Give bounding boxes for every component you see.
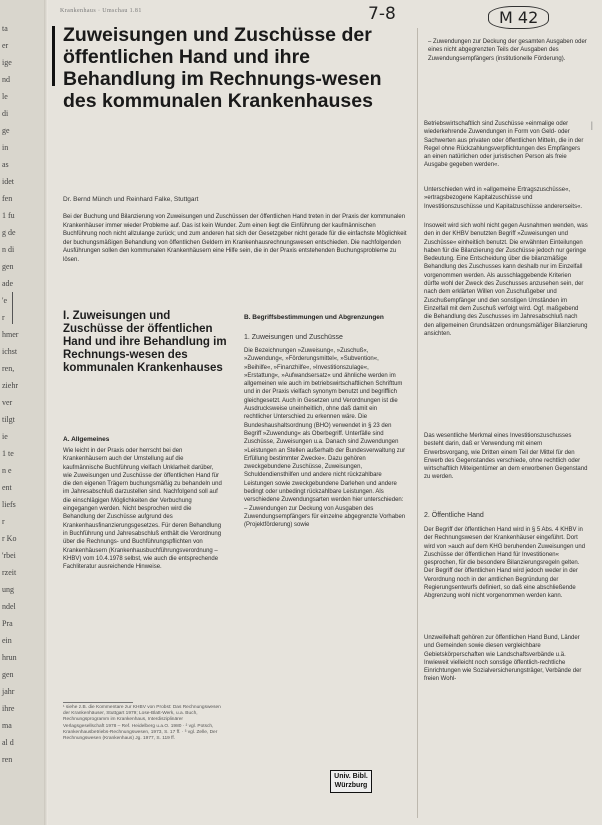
strip-fragment: ige <box>2 58 12 67</box>
strip-fragment: ma <box>2 721 12 730</box>
authors: Dr. Bernd Münch und Reinhard Falke, Stuttgart <box>63 196 199 203</box>
strip-fragment: 'e <box>2 296 7 305</box>
column3-top-text: – Zuwendungen zur Deckung der gesamten Ausgaben oder eines nicht abgegrenzten Teils der Ausgaben des Zuwendungsempfängers (institutionelle Förderung). <box>428 39 587 62</box>
strip-fragment: r <box>2 517 5 526</box>
footnotes: ¹ siehe z.B. die Kommentare zur KHBV von Probst: Das Rechnungswesen der Krankenhäuser, Stuttgart 1979; Lose-Blatt-Werk, u.a. Buch, Rechnungsprogramm im Krankenhaus, Interdisziplinärer Verlagsgesellschaft 1978 – Ref. Heidelberg u.a.O. 1980 · ² vgl. Potsch, Krankenhausbetriebs-Rechnungswesen, 1973, S. 17 ff. · ³ vgl. Zelle, Der Rechnungswesen (Krankenhaus) Jg. 1977, S. 119 ff. <box>63 705 221 742</box>
section-heading: I. Zuweisungen und Zuschüsse der öffentlichen Hand und ihre Behandlung im Rechnungs-wesen des kommunalen Krankenhauses <box>63 310 227 374</box>
strip-fragment: fen <box>2 194 13 203</box>
column3-paragraph-3: Insoweit wird sich wohl nicht gegen Ausnahmen wenden, was den in der KHBV benutzten Begriff »Zuweisungen und Zuschüsse« einheitlich benutzt. Die erwähnten Einteilungen haben für die Bilanzierung der Zuschüsse jedoch nur geringe Bedeutung. Eine Entscheidung über die bilanzmäßige Behandlung des Zuschusses kann deshalb nur im Einzelfall vorgenommen werden. Als ausschlaggebende Kriterien dürfte wohl der Zweck des Zuschusses anzusehen sein, der nach dem erklärten Willen von Zuschußgeber und Zuschußempfänger und den sonstigen Umständen im Einzelfall mit dem Zuschuß verfolgt wird. Ogf. maßgebend die Behandlung des Zuschusses im Jahresabschluß nach den allgemeinen Grundsätzen ordnungsmäßiger Bilanzierung ansichten. <box>424 223 588 337</box>
stamp-line-2: Würzburg <box>334 781 368 789</box>
strip-fragment: idet <box>2 177 14 186</box>
strip-fragment: er <box>2 41 9 50</box>
column3-paragraph-1: Betriebswirtschaftlich sind Zuschüsse »einmalige oder wiederkehrende Zuwendungen in Form von Geld- oder Sachwerten aus privaten oder öffentlichen Mitteln, die in der Regel ohne Rückzahlungsverpflichtungen des Empfängers an einen natürlichen oder juristischen Person als freie Ausgabe gegeben werden«. <box>424 121 584 169</box>
margin-bracket <box>12 292 13 324</box>
strip-fragment: ren <box>2 755 13 764</box>
strip-fragment: ziehr <box>2 381 18 390</box>
column3-paragraph-5: Der Begriff der öffentlichen Hand wird in § 5 Abs. 4 KHBV in der Rechnungswesen der Krankenhäuser eingeführt. Dort wird von »auch auf dem KHG beruhenden Zuweisungen und Zuschüsse der öffentlichen Hand für Investitionen« gesprochen, für die besondere Bilanzierungsregeln gelten. Der Begriff der öffentlichen Hand wird jedoch weder in der Verordnung noch in der amtlichen Begründung der Regierungsentwurfs definiert, so daß eine abschließende Abgrenzung wohl nicht vorgenommen werden kann. <box>424 527 586 600</box>
strip-fragment: ein <box>2 636 12 645</box>
strip-fragment: 'rbei <box>2 551 16 560</box>
subheading-b: B. Begriffsbestimmungen und Abgrenzungen <box>244 314 384 321</box>
strip-fragment: Pra <box>2 619 13 628</box>
strip-fragment: di <box>2 109 9 118</box>
binding-fold <box>44 0 48 825</box>
strip-fragment: hrun <box>2 653 17 662</box>
strip-fragment: ung <box>2 585 14 594</box>
strip-fragment: ta <box>2 24 8 33</box>
strip-fragment: ie <box>2 432 8 441</box>
previous-page-strip <box>0 0 44 825</box>
strip-fragment: jahr <box>2 687 15 696</box>
footnote-rule <box>63 702 133 703</box>
stamp-line-1: Univ. Bibl. <box>334 773 368 780</box>
column3-paragraph-6: Unzweifelhaft gehören zur öffentlichen Hand Bund, Länder und Gemeinden sowie diesen vergleichbare Gebietskörperschaften wie Landschaftsverbände u.ä. Inwieweit vielleicht noch sonstige öffentlich-rechtliche Einrichtungen wie Sozialversicherungsträger, Verbände der freien Wohl- <box>424 635 582 683</box>
title-bar-mark <box>52 26 55 86</box>
column1-text: Wie leicht in der Praxis oder herrscht bei den Krankenhäusern auch der Umstellung auf die kaufmännische Buchführung vielfach Unklarheit darüber, wie Zuweisungen und Zuschüsse der öffentlichen Hand für die den eigenen Trägern buchungsmäßig zu behandeln und im Jahresabschluß darzustellen sind. Nachfolgend soll auf die einschlägigen Möglichkeiten der Verbuchung eingegangen werden. Nicht besprochen wird die Behandlung der Zuschüsse aufgrund des Krankenhausfinanzierungsgesetzes. Für deren Behandlung in Buchführung und Jahresabschluß enthält die Verordnung über die Rechnungs- und Buchführungspflichten von Krankenhäusern (Krankenhausbuchführungsverordnung – KHBV) vom 10.4.1978 selbst, wie auch die entsprechende Fachliteratur ausreichende Hinweise. <box>63 448 222 571</box>
strip-fragment: ver <box>2 398 13 407</box>
strip-fragment: hmer <box>2 330 19 339</box>
library-stamp <box>330 770 372 793</box>
strip-fragment: ndel <box>2 602 16 611</box>
strip-fragment: tilgt <box>2 415 15 424</box>
subheading-a: A. Allgemeines <box>63 436 110 443</box>
strip-fragment: as <box>2 160 9 169</box>
strip-fragment: nd <box>2 75 10 84</box>
column2-text: Die Bezeichnungen »Zuweisung«, »Zuschuß«, »Zuwendung«, »Förderungsmittel«, »Subvention«, »Beihilfe«, »Finanzhilfe«, »Investitionszulage«, »Erstattung«, »Aufwandsersatz« und ähnliche werden im allgemeinen wie auch im betriebswirtschaftlichen Schrifttum und in der Praxis vielfach synonym benutzt und begrifflich gleichgesetzt. Auch in Gesetzen und Verordnungen ist die Ausdrucksweise uneinheitlich, ohne daß damit ein rechtlicher Unterschied zu erkennen wäre. Die Bundeshaushaltsordnung (BHO) verwendet in § 23 den Begriff »Zuwendung« als Oberbegriff. Unterfälle sind Zuschüsse, Zuweisungen u.a. Danach sind Zuwendungen »Leistungen an Stellen außerhalb der Bundesverwaltung zur Erfüllung bestimmter Zwecke«. Dazu gehören zweckgebundene Zuschüsse, Zuweisungen, Schuldendiensthilfen und andere nicht rückzahlbare Leistungen sowie zweckgebundene Darlehen und andere bedingt oder unbedingt rückzahlbare Leistungen. Als verschiedene Zuwendungsarten werden hier unterschieden: – Zuwendungen zur Deckung von Ausgaben des Zuwendungsempfängers für einzelne abgegrenzte Vorhaben (Projektförderung) sowie <box>244 348 406 529</box>
strip-fragment: al d <box>2 738 14 747</box>
subheading-b1: 1. Zuweisungen und Zuschüsse <box>244 334 343 341</box>
handwritten-note-left: 7-8 <box>368 4 396 24</box>
subheading-2: 2. Öffentliche Hand <box>424 512 484 519</box>
article-title: Zuweisungen und Zuschüsse der öffentlichen Hand und ihre Behandlung im Rechnungs-wesen des kommunalen Krankenhauses <box>63 24 382 112</box>
strip-fragment: r Ko <box>2 534 17 543</box>
strip-fragment: ge <box>2 126 10 135</box>
strip-fragment: ihre <box>2 704 15 713</box>
strip-fragment: rzeit <box>2 568 17 577</box>
margin-tick: | <box>591 120 593 130</box>
strip-fragment: r <box>2 313 5 322</box>
strip-fragment: 1 te <box>2 449 14 458</box>
handwritten-note-right: M 42 <box>488 6 549 29</box>
strip-fragment: 1 fu <box>2 211 15 220</box>
strip-fragment: in <box>2 143 9 152</box>
column3-paragraph-2: Unterschieden wird in »allgemeine Ertragszuschüsse«, »ertragsbezogene Kapitalzuschüsse und Investitionszuschüsse und Kapitalzuschüsse andererseits«. <box>424 187 583 210</box>
strip-fragment: g de <box>2 228 16 237</box>
strip-fragment: le <box>2 92 8 101</box>
strip-fragment: n di <box>2 245 15 254</box>
strip-fragment: n e <box>2 466 12 475</box>
strip-fragment: gen <box>2 670 14 679</box>
strip-fragment: ade <box>2 279 14 288</box>
strip-fragment: ent <box>2 483 12 492</box>
column-divider <box>417 28 418 818</box>
column3-paragraph-4: Das wesentliche Merkmal eines Investitionszuschusses besteht darin, daß er Verwendung mit einem Erwerbsvorgang, wie Dritten einem Teil der Mittel für den Erwerb des Gegenstandes verschiede, ohne rechtlich oder wirtschaftlich Miteigentümer an dem erworbenen Gegenstand zu werden. <box>424 433 588 481</box>
strip-fragment: gen <box>2 262 14 271</box>
strip-fragment: ren, <box>2 364 15 373</box>
running-header: Krankenhaus · Umschau 1.81 <box>60 8 142 14</box>
strip-fragment: ichst <box>2 347 18 356</box>
strip-fragment: liefs <box>2 500 16 509</box>
article-intro: Bei der Buchung und Bilanzierung von Zuweisungen und Zuschüssen der öffentlichen Hand treten in der Praxis der kommunalen Krankenhäuser immer wieder Probleme auf. Das ist kein Wunder. Zum einen liegt die Einführung der kaufmännischen Buchführung noch nicht allzulange zurück; und zum anderen hat sich der Gesetzgeber nicht gerade für die einfachste Möglichkeit der buchungsmäßigen Behandlung von öffentlichen Geldern im Krankenhausrechnungswesen entschieden. Die nachfolgenden Ausführungen sollen den kommunalen Krankenhäusern eine Hilfe sein, die in der Praxis entstehenden Buchungsprobleme zu lösen. <box>63 214 407 263</box>
